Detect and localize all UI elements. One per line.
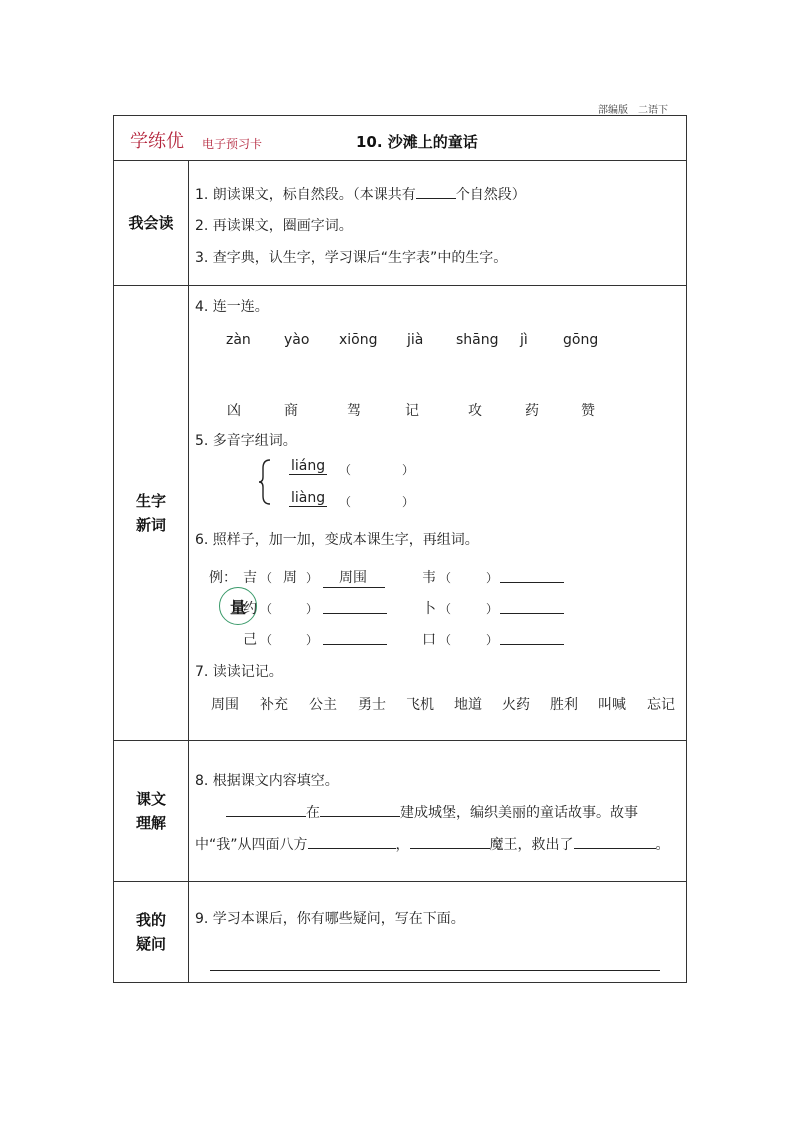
question-2: 2. 再读课文，圈画字词。 xyxy=(195,218,353,234)
section-new-label-line1: 生字 xyxy=(135,492,166,510)
vocab-word: 叫喊 xyxy=(598,697,626,713)
fill-line-2-comma: ， xyxy=(395,837,410,853)
section-new-content xyxy=(188,286,686,740)
paren-close: ） xyxy=(306,602,319,616)
fill-line-2-text-a: 中“我”从四面八方 xyxy=(195,837,308,853)
word-blank-kou[interactable] xyxy=(500,630,564,645)
example-prefix: 例： xyxy=(209,570,237,586)
example-word: 周围 xyxy=(323,567,385,588)
vocab-word: 飞机 xyxy=(406,697,434,713)
grade-text: 二语下 xyxy=(638,105,668,116)
fill-line-2-text-c: 魔王，救出了 xyxy=(489,837,574,853)
vocab-word: 地道 xyxy=(454,697,482,713)
question-5: 5. 多音字组词。 xyxy=(195,433,297,449)
vocab-word: 胜利 xyxy=(550,697,578,713)
paren-open: （ xyxy=(260,633,273,647)
character-item[interactable]: 赞 xyxy=(581,403,595,419)
example-added-char: 周 xyxy=(283,570,297,586)
vocab-word: 火药 xyxy=(502,697,530,713)
blank-who[interactable] xyxy=(226,802,306,817)
example-base-char: 吉 xyxy=(243,570,257,586)
question-1 xyxy=(195,184,526,204)
pinyin-item[interactable]: zàn xyxy=(226,332,251,348)
character-item[interactable]: 药 xyxy=(525,403,539,419)
section-new-words xyxy=(114,286,686,741)
blank-action-2[interactable] xyxy=(410,834,490,849)
paren-close: ） xyxy=(402,463,415,477)
brace-icon xyxy=(258,458,272,506)
section-read xyxy=(114,161,686,286)
pinyin-item[interactable]: jià xyxy=(407,332,424,348)
question-1-prefix: 1. 朗读课文，标自然段。（本课共有 xyxy=(195,187,416,203)
char-input-kou[interactable] xyxy=(454,630,484,646)
question-answer-line[interactable] xyxy=(210,956,660,971)
question-8: 8. 根据课文内容填空。 xyxy=(195,773,339,789)
word-input-liang2[interactable] xyxy=(354,458,400,474)
paren-open: （ xyxy=(260,571,273,585)
character-item[interactable]: 凶 xyxy=(227,403,241,419)
paren-close: ） xyxy=(306,571,319,585)
char-input-ji[interactable] xyxy=(274,630,304,646)
base-char-wei: 韦 xyxy=(422,570,436,586)
base-char-yue: 约 xyxy=(243,601,257,617)
word-blank-wei[interactable] xyxy=(500,568,564,583)
paren-close: ） xyxy=(486,571,499,585)
fill-line-1-text-a: 在 xyxy=(306,805,320,821)
section-text-understanding xyxy=(114,741,686,882)
section-question-content xyxy=(188,882,686,982)
section-my-questions xyxy=(114,882,686,982)
char-input-wei[interactable] xyxy=(454,568,484,584)
brand-logo-text: 学练优 xyxy=(130,131,184,152)
paren-open: （ xyxy=(439,602,452,616)
blank-rescued[interactable] xyxy=(574,834,656,849)
paren-open: （ xyxy=(439,571,452,585)
fill-line-2-end: 。 xyxy=(655,837,670,853)
pinyin-item[interactable]: shāng xyxy=(456,332,499,348)
paren-close: ） xyxy=(402,495,415,509)
card-type-label: 电子预习卡 xyxy=(202,137,263,151)
question-3: 3. 查字典，认生字，学习课后“生字表”中的生字。 xyxy=(195,250,508,266)
paren-close: ） xyxy=(486,633,499,647)
fill-line-2 xyxy=(195,834,670,854)
word-blank-bu[interactable] xyxy=(500,599,564,614)
pinyin-item[interactable]: jì xyxy=(520,332,528,348)
blank-action-1[interactable] xyxy=(308,834,396,849)
pinyin-item[interactable]: gōng xyxy=(563,332,599,348)
section-question-label-line1: 我的 xyxy=(135,911,166,929)
vocab-word: 忘记 xyxy=(647,697,675,713)
section-question-label xyxy=(114,882,189,982)
question-9: 9. 学习本课后，你有哪些疑问，写在下面。 xyxy=(195,911,465,927)
header-row xyxy=(114,116,686,161)
character-item[interactable]: 记 xyxy=(405,403,419,419)
question-1-suffix: 个自然段） xyxy=(455,187,526,203)
section-text-content xyxy=(188,741,686,881)
polyphone-character: 量 xyxy=(229,597,246,617)
question-7: 7. 读读记记。 xyxy=(195,664,283,680)
vocab-word: 勇士 xyxy=(358,697,386,713)
question-4: 4. 连一连。 xyxy=(195,299,269,315)
word-blank-ji[interactable] xyxy=(323,630,387,645)
base-char-bu: 卜 xyxy=(422,601,436,617)
section-read-content xyxy=(188,161,686,285)
base-char-kou: 口 xyxy=(422,632,436,648)
section-read-label-text: 我会读 xyxy=(128,214,174,232)
reading-liang2: liáng xyxy=(291,458,326,474)
paren-open: （ xyxy=(339,463,352,477)
paren-open: （ xyxy=(439,633,452,647)
word-input-liang4[interactable] xyxy=(354,490,400,506)
section-text-label-line1: 课文 xyxy=(135,790,166,808)
char-input-bu[interactable] xyxy=(454,599,484,615)
character-item[interactable]: 攻 xyxy=(468,403,482,419)
vocab-word: 补充 xyxy=(260,697,288,713)
pinyin-item[interactable]: yào xyxy=(284,332,310,348)
question-6: 6. 照样子，加一加，变成本课生字，再组词。 xyxy=(195,532,479,548)
char-input-yue[interactable] xyxy=(274,599,304,615)
section-text-label-line2: 理解 xyxy=(135,814,166,832)
paren-close: ） xyxy=(306,633,319,647)
reading-liang4: liàng xyxy=(291,490,326,506)
section-read-label xyxy=(114,161,189,285)
paragraph-count-blank[interactable] xyxy=(416,184,456,199)
character-item[interactable]: 商 xyxy=(284,403,298,419)
section-new-label-line2: 新词 xyxy=(135,516,166,534)
paren-open: （ xyxy=(260,602,273,616)
base-char-ji: 己 xyxy=(243,632,257,648)
word-blank-yue[interactable] xyxy=(323,599,387,614)
fill-line-1 xyxy=(226,802,638,822)
section-text-label xyxy=(114,741,189,881)
publisher-text: 部编版 xyxy=(598,105,628,116)
preview-card-table xyxy=(113,115,687,983)
pinyin-item[interactable]: xiōng xyxy=(339,332,378,348)
paren-close: ） xyxy=(486,602,499,616)
lesson-title: 10. 沙滩上的童话 xyxy=(356,133,478,151)
vocab-word: 周围 xyxy=(211,697,239,713)
blank-where[interactable] xyxy=(320,802,400,817)
edition-label xyxy=(598,101,668,116)
section-new-label xyxy=(114,286,189,740)
vocab-word: 公主 xyxy=(309,697,337,713)
paren-open: （ xyxy=(339,495,352,509)
section-question-label-line2: 疑问 xyxy=(135,935,166,953)
character-item[interactable]: 驾 xyxy=(347,403,361,419)
fill-line-1-text-b: 建成城堡，编织美丽的童话故事。故事 xyxy=(400,805,638,821)
